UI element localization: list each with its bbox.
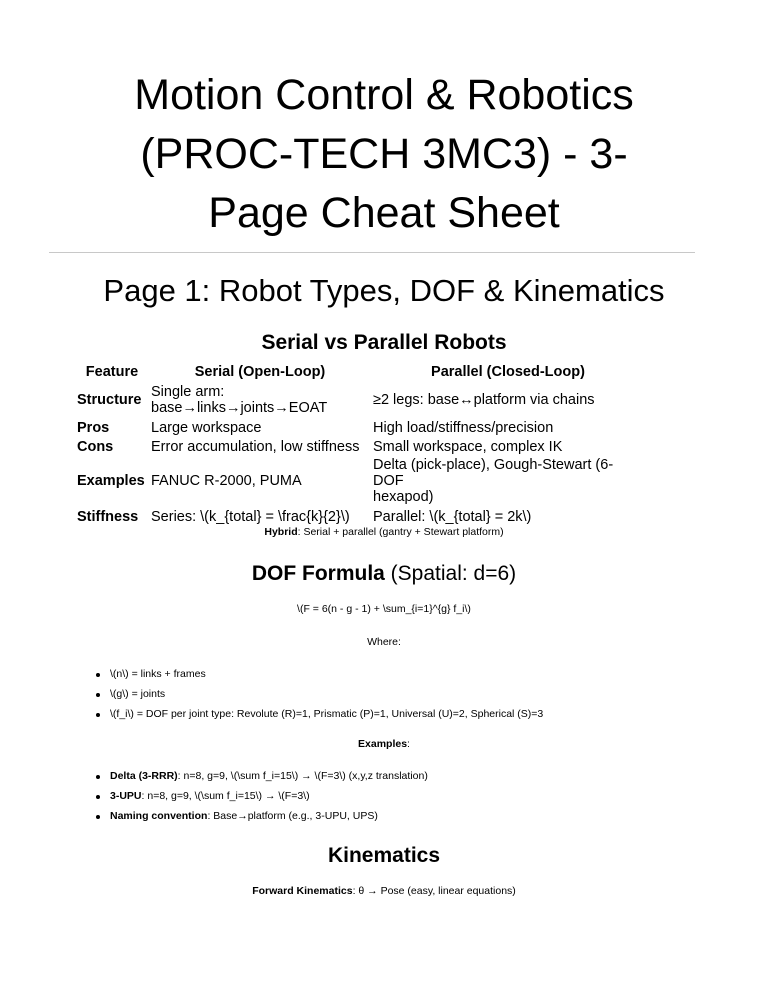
list-item: \(f_i\) = DOF per joint type: Revolute (R)=1, Prismatic (P)=1, Universal (U)=2, Spherical (S)=3 — [96, 704, 543, 724]
serial-cell: Large workspace — [151, 419, 262, 436]
table-row — [75, 456, 645, 506]
examples-label-bold: Examples — [358, 738, 408, 750]
definitions-list — [96, 664, 543, 724]
section-heading-dof — [0, 561, 768, 587]
title-line: (PROC-TECH 3MC3) - 3- — [140, 130, 628, 178]
dof-heading-bold: DOF Formula — [251, 562, 385, 585]
serial-cell: Series: \(k_{total} = \frac{k}{2}\) — [151, 509, 350, 525]
examples-label — [0, 738, 768, 750]
table-header-row — [75, 362, 645, 382]
example-text: : n=8, g=9, \(\sum f_i=15\) → \(F=3\) (x,y,z translation) — [177, 770, 428, 782]
parallel-cell — [371, 456, 645, 506]
table-row — [75, 506, 645, 528]
table-row — [75, 418, 645, 437]
forward-kinematics-label: Forward Kinematics — [252, 885, 353, 897]
cell-line: Single arm: — [151, 384, 225, 400]
forward-kinematics-note — [0, 885, 768, 897]
page-heading: Page 1: Robot Types, DOF & Kinematics — [103, 273, 665, 308]
table-row — [75, 382, 645, 418]
hybrid-text: : Serial + parallel (gantry + Stewart platform) — [297, 526, 504, 538]
parallel-cell: Small workspace, complex IK — [373, 438, 563, 455]
cell-line: base→links→joints→EOAT — [151, 400, 328, 416]
hybrid-note — [0, 526, 768, 538]
examples-list — [96, 766, 428, 826]
list-item — [96, 766, 428, 786]
section-heading-serial-vs-parallel: Serial vs Parallel Robots — [261, 331, 507, 354]
title-line: Motion Control & Robotics — [134, 71, 634, 119]
serial-cell: Error accumulation, low stiffness — [151, 438, 360, 455]
forward-kinematics-text: : θ → Pose (easy, linear equations) — [352, 885, 516, 897]
example-text: : n=8, g=9, \(\sum f_i=15\) → \(F=3\) — [141, 790, 310, 802]
title-line: Page Cheat Sheet — [208, 189, 560, 237]
list-item: \(n\) = links + frames — [96, 664, 543, 684]
dof-heading-normal: (Spatial: d=6) — [384, 562, 517, 585]
document-title — [0, 66, 768, 243]
cell-line: Delta (pick-place), Gough-Stewart (6-DOF — [373, 457, 614, 489]
parallel-cell: ≥2 legs: base↔platform via chains — [373, 392, 595, 408]
comparison-table — [75, 362, 645, 528]
serial-cell: FANUC R-2000, PUMA — [151, 473, 302, 489]
list-item — [96, 786, 428, 806]
feature-cell: Examples — [77, 473, 145, 489]
where-label: Where: — [367, 636, 401, 648]
column-header: Serial (Open-Loop) — [194, 364, 326, 380]
cell-line: hexapod) — [373, 489, 434, 505]
hybrid-label: Hybrid — [264, 526, 298, 538]
parallel-cell: Parallel: \(k_{total} = 2k\) — [373, 509, 532, 525]
example-name: 3-UPU — [110, 790, 142, 802]
feature-cell: Pros — [77, 419, 110, 436]
table-row — [75, 437, 645, 456]
dof-formula: \(F = 6(n - g - 1) + \sum_{i=1}^{g} f_i\) — [297, 603, 471, 615]
feature-cell: Structure — [77, 392, 142, 408]
examples-colon: : — [407, 738, 410, 750]
example-text: : Base→platform (e.g., 3-UPU, UPS) — [207, 810, 378, 822]
divider — [49, 252, 695, 253]
feature-cell: Stiffness — [77, 509, 139, 525]
serial-cell — [149, 382, 371, 418]
parallel-cell: High load/stiffness/precision — [373, 419, 554, 436]
example-name: Naming convention — [110, 810, 208, 822]
column-header: Feature — [85, 364, 139, 380]
feature-cell: Cons — [77, 438, 114, 455]
example-name: Delta (3-RRR) — [110, 770, 178, 782]
column-header: Parallel (Closed-Loop) — [431, 364, 585, 380]
section-heading-kinematics: Kinematics — [327, 844, 441, 867]
list-item: \(g\) = joints — [96, 684, 543, 704]
list-item — [96, 806, 428, 826]
